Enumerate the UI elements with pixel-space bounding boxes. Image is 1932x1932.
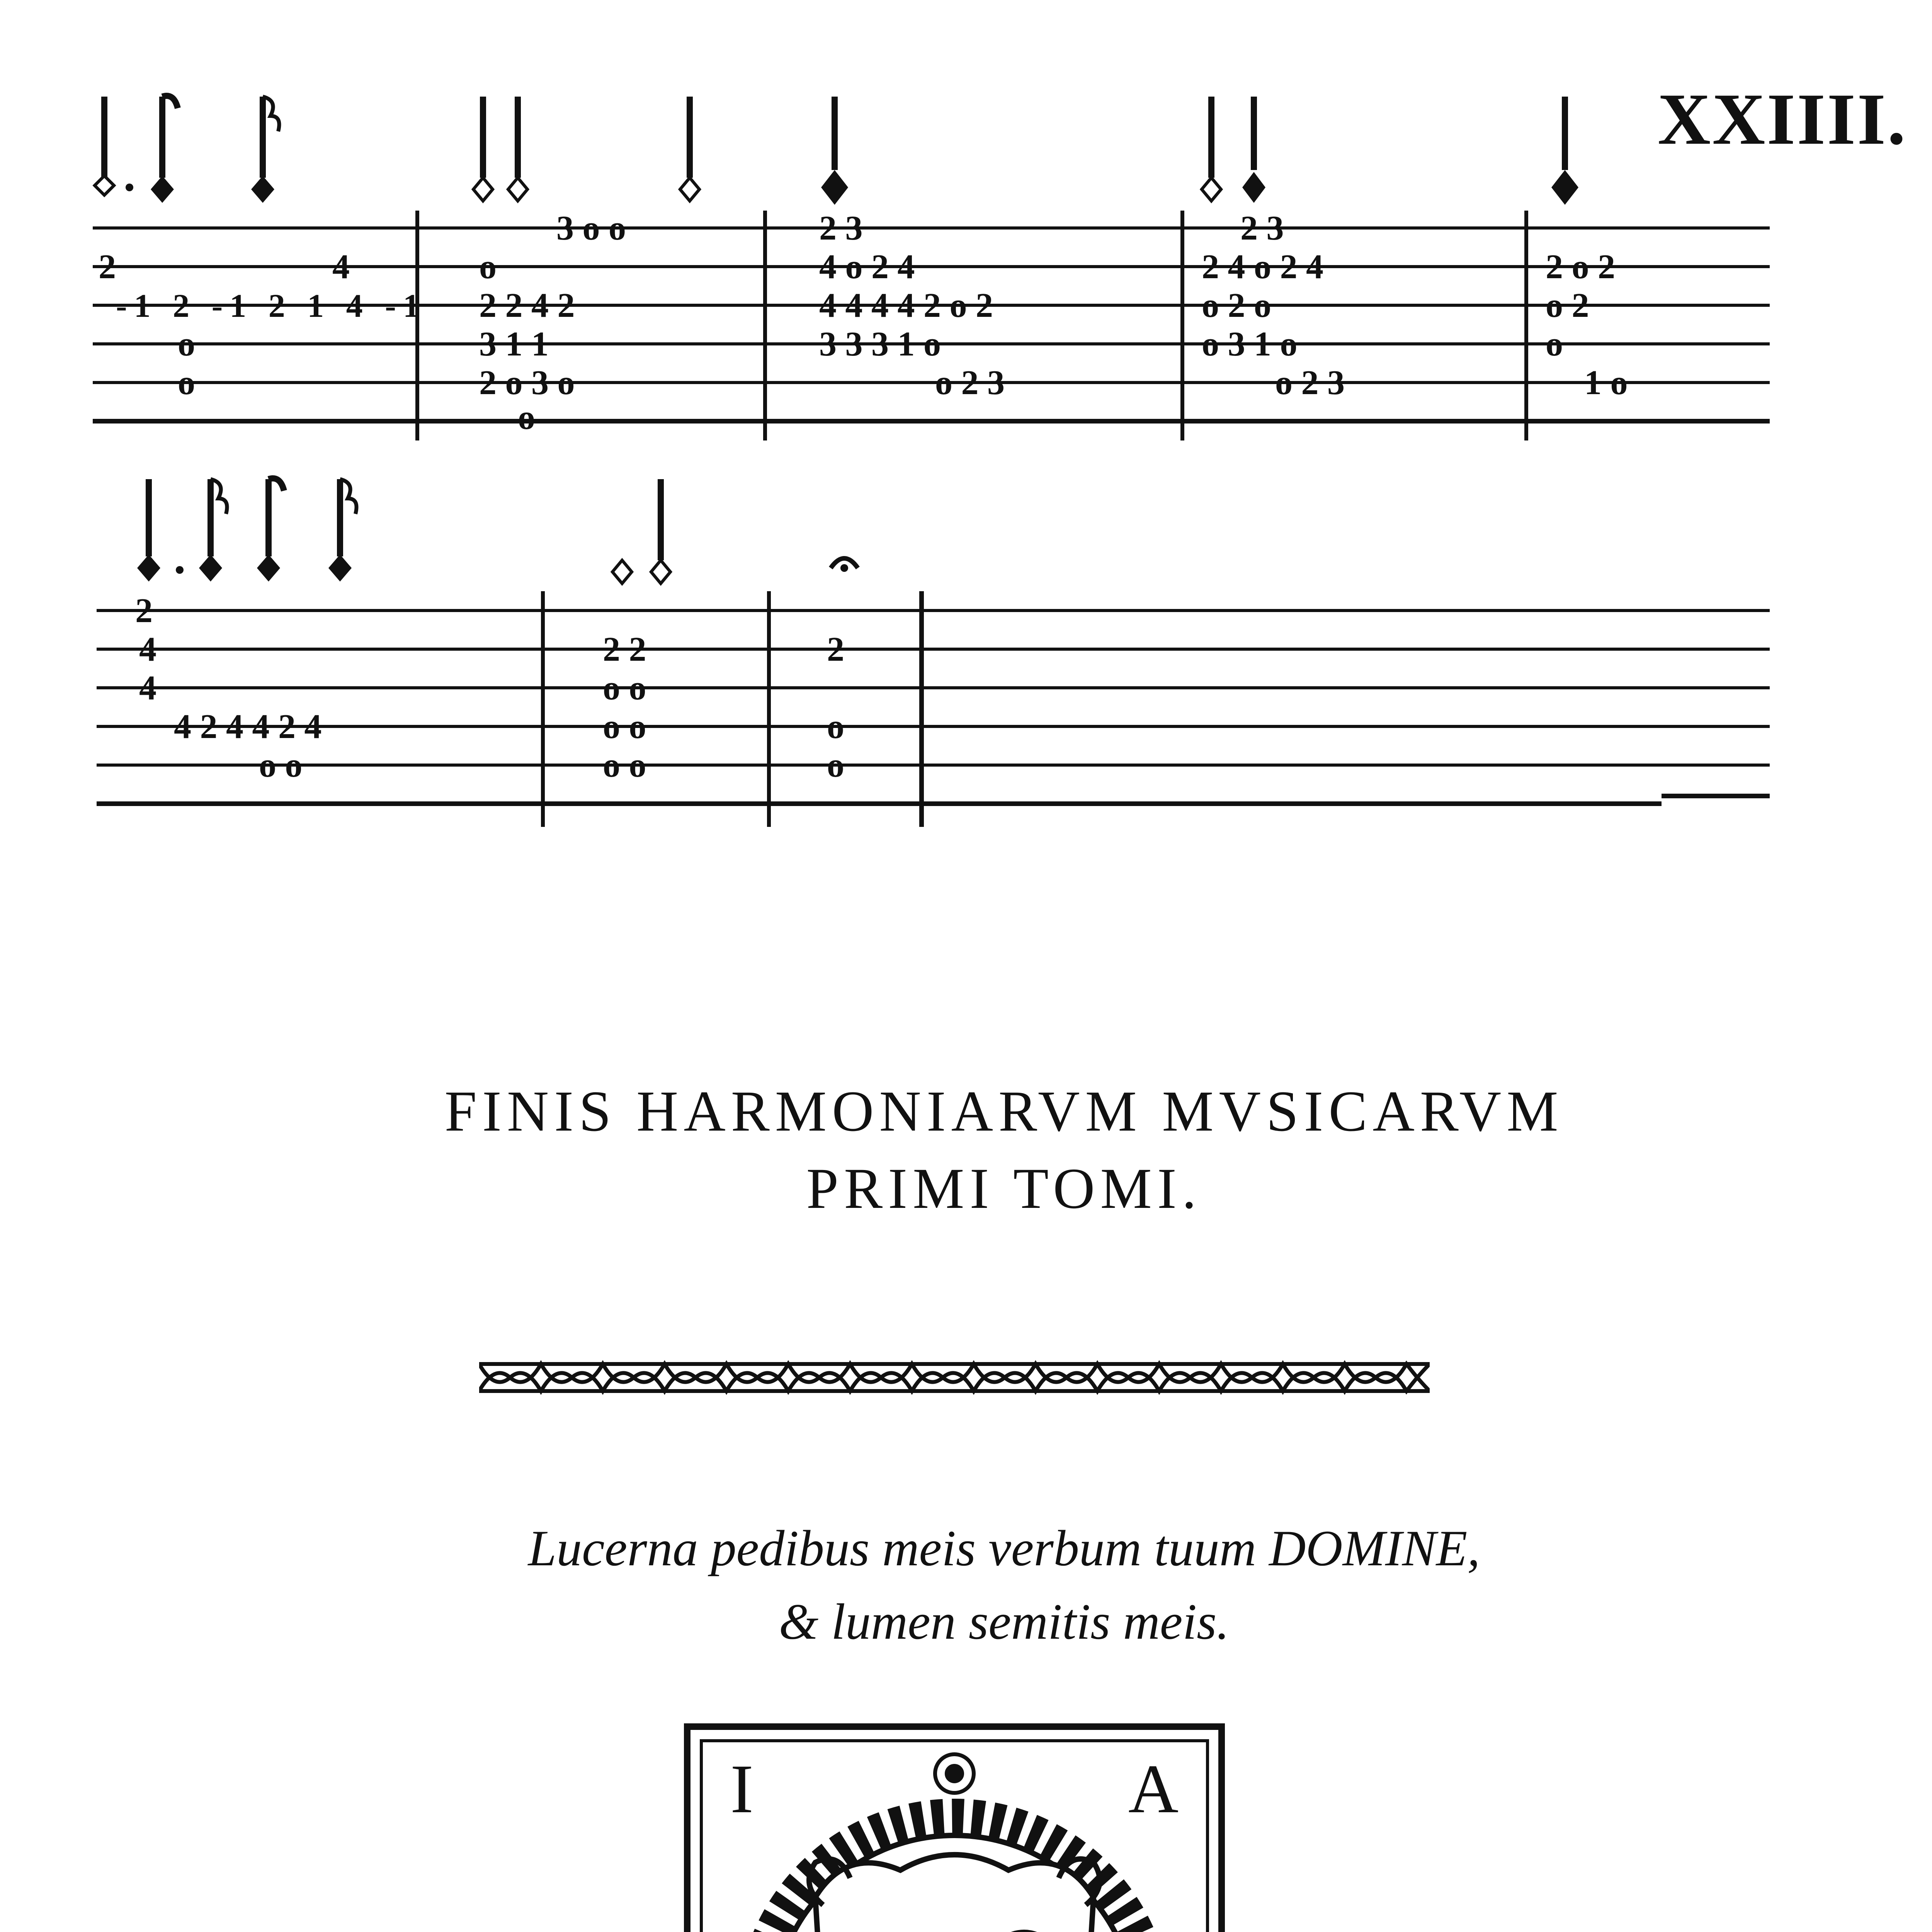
tab-cipher: 4 o 2 4 <box>819 248 915 286</box>
tab-cipher: o <box>827 707 844 746</box>
tab-cipher: 4 4 4 4 2 o 2 <box>819 286 993 325</box>
tab-cipher: o 2 o <box>1202 286 1271 325</box>
tab-cipher: o o <box>603 746 646 784</box>
tab-cipher: o <box>1546 325 1563 363</box>
emblem-initial-left: I <box>730 1750 753 1827</box>
tablature-system-2 <box>97 591 1770 827</box>
tab-cipher: o 2 3 <box>935 364 1005 402</box>
printer-emblem-woodcut <box>684 1723 1225 1932</box>
tab-cipher: o o <box>259 746 303 784</box>
ornamental-rule <box>479 1352 1430 1403</box>
tab-cipher: o 2 3 <box>1275 364 1345 402</box>
tab-cipher: 2 2 <box>603 630 646 668</box>
tab-cipher: 2 o 2 <box>1546 248 1615 286</box>
tab-cipher: 4 2 4 4 2 4 <box>174 707 322 746</box>
lute-tablature <box>0 0 1932 850</box>
tab-cipher: 2 3 <box>819 209 863 247</box>
tab-cipher: 2 <box>135 592 153 630</box>
tab-cipher: o <box>178 325 195 363</box>
tab-cipher: -1 2 -1 2 1 4 -1 <box>116 287 427 324</box>
tab-cipher: 2 3 <box>1240 209 1284 247</box>
tab-cipher: 4 <box>332 248 350 286</box>
tablature-ciphers-1 <box>99 209 1628 437</box>
tab-cipher: 4 <box>139 669 156 707</box>
tab-cipher: o <box>518 398 535 437</box>
tab-cipher: o <box>178 364 195 402</box>
tab-cipher: o <box>827 746 844 784</box>
tab-cipher: o 2 <box>1546 286 1589 325</box>
tab-cipher: 1 o <box>1584 364 1628 402</box>
emblem-initial-right: A <box>1128 1750 1179 1827</box>
tab-cipher: 3 3 3 1 o <box>819 325 941 363</box>
tab-cipher: o <box>479 248 497 286</box>
tab-cipher: 2 2 4 2 <box>479 286 575 325</box>
tab-cipher: 2 4 o 2 4 <box>1202 248 1323 286</box>
rhythm-signs-1 <box>95 96 1578 205</box>
rhythm-signs-2 <box>137 478 858 583</box>
tab-cipher: 4 <box>139 630 156 668</box>
tab-cipher: o 3 1 o <box>1202 325 1298 363</box>
tab-cipher: 2 o 3 o <box>479 364 575 402</box>
tab-cipher: o o <box>603 707 646 746</box>
colophon-title: FINIS HARMONIARVM MVSICARVM <box>444 1079 1564 1143</box>
motto-line-2: & lumen semitis meis. <box>779 1593 1230 1650</box>
folio-number: XXIIII. <box>1658 79 1907 160</box>
colophon-subtitle: PRIMI TOMI. <box>806 1156 1202 1221</box>
tab-cipher: 3 o o <box>556 209 626 247</box>
motto-line-1: Lucerna pedibus meis verbum tuum DOMINE, <box>528 1520 1480 1577</box>
tab-cipher: o o <box>603 669 646 707</box>
tab-cipher: 3 1 1 <box>479 325 549 363</box>
emblem-cartouche <box>809 1855 1100 1932</box>
tab-cipher: 2 <box>827 630 844 668</box>
tab-cipher: 2 <box>99 248 116 286</box>
